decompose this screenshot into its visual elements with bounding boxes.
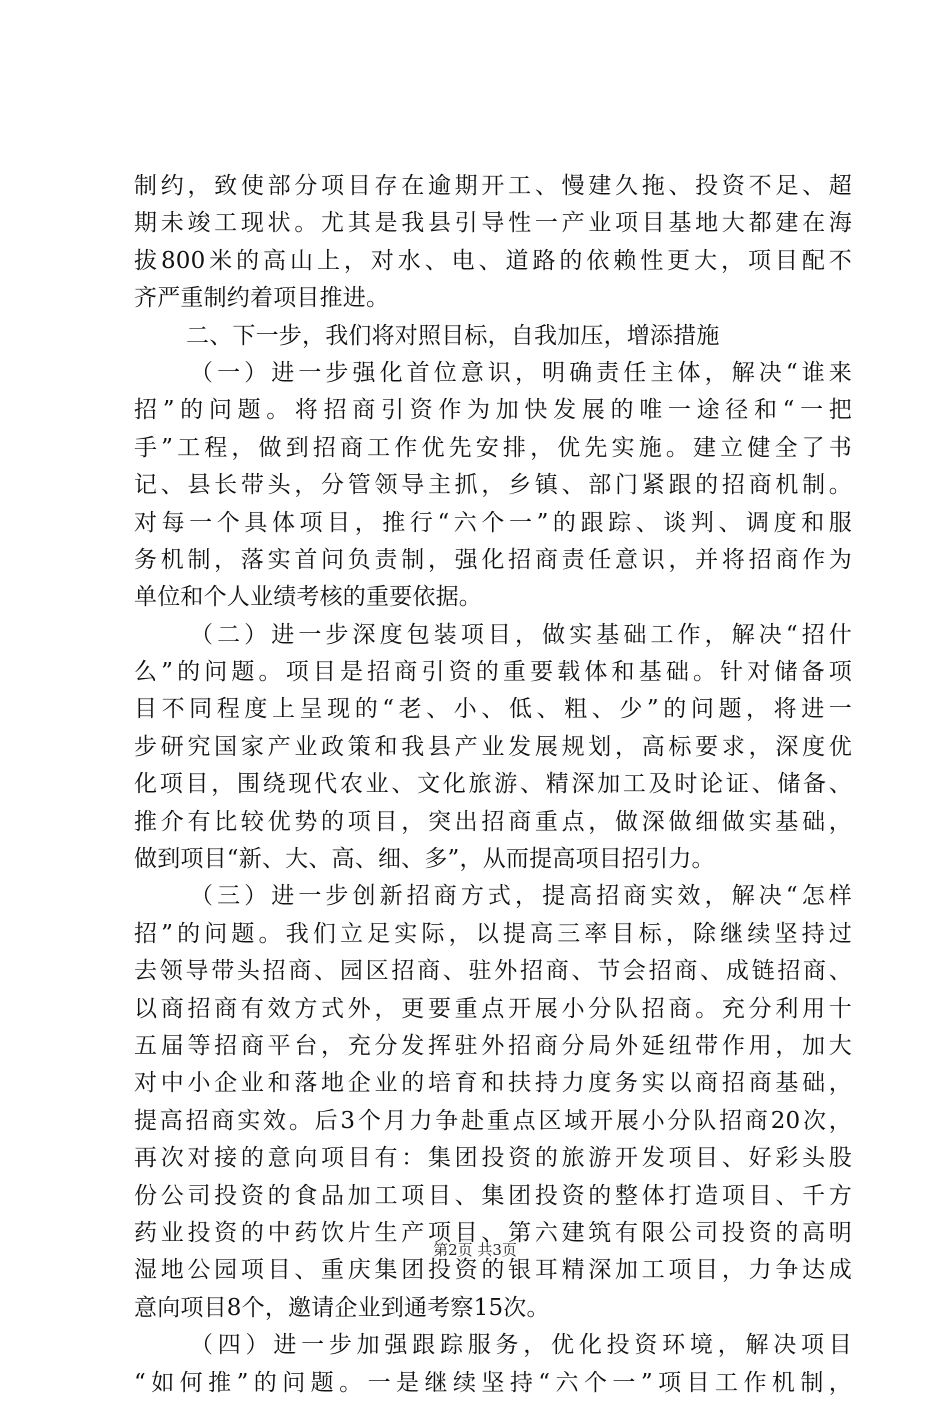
text-line: 步研究国家产业政策和我县产业发展规划，高标要求，深度优	[134, 733, 852, 760]
paragraph-item-4	[134, 1327, 852, 1402]
text-line: 再次对接的意向项目有：集团投资的旅游开发项目、好彩头股	[134, 1145, 852, 1172]
text-line: 化项目，围绕现代农业、文化旅游、精深加工及时论证、储备、	[134, 771, 852, 798]
text-line: 期未竣工现状。尤其是我县引导性一产业项目基地大都建在海	[134, 210, 852, 237]
text-line: 五届等招商平台，充分发挥驻外招商分局外延纽带作用，加大	[134, 1032, 852, 1059]
text-line: 务机制，落实首问负责制，强化招商责任意识，并将招商作为	[134, 546, 852, 573]
text-line: 份公司投资的食品加工项目、集团投资的整体打造项目、千方	[134, 1182, 852, 1209]
text-line: 药业投资的中药饮片生产项目、第六建筑有限公司投资的高明	[134, 1219, 852, 1246]
paragraph-item-1	[134, 355, 852, 617]
page-footer	[0, 1240, 950, 1260]
text-line: 单位和个人业绩考核的重要依据。	[134, 584, 482, 611]
text-line: “如何推”的问题。一是继续坚持“六个一”项目工作机制，	[134, 1369, 852, 1396]
text-line: （四）进一步加强跟踪服务，优化投资环境，解决项目	[190, 1332, 852, 1359]
text-line: 招”的问题。我们立足实际，以提高三率目标，除继续坚持过	[134, 920, 852, 947]
paragraph-item-2	[134, 617, 852, 879]
text-line: 制约，致使部分项目存在逾期开工、慢建久拖、投资不足、超	[134, 173, 852, 199]
text-line: 推介有比较优势的项目，突出招商重点，做深做细做实基础，	[134, 808, 852, 835]
text-line: 意向项目8个，邀请企业到通考察15次。	[134, 1294, 550, 1321]
text-line: （一）进一步强化首位意识，明确责任主体，解决“谁来	[190, 359, 852, 386]
page-number-label: 第2页 共3页	[433, 1241, 517, 1259]
text-line: 手”工程，做到招商工作优先安排，优先实施。建立健全了书	[134, 434, 852, 461]
text-line: 对中小企业和落地企业的培育和扶持力度务实以商招商基础，	[134, 1070, 852, 1097]
section-heading	[134, 318, 852, 355]
text-line: 做到项目“新、大、高、细、多”，从而提高项目招引力。	[134, 846, 715, 873]
text-line: 湿地公园项目、重庆集团投资的银耳精深加工项目，力争达成	[134, 1257, 852, 1284]
text-line: （二）进一步深度包装项目，做实基础工作，解决“招什	[190, 621, 852, 648]
text-line: 提高招商实效。后3个月力争赴重点区域开展小分队招商20次，	[134, 1107, 852, 1134]
text-line: 齐严重制约着项目推进。	[134, 285, 390, 312]
text-line: （三）进一步创新招商方式，提高招商实效，解决“怎样	[190, 883, 852, 910]
page-body	[134, 168, 852, 1402]
paragraph-continuation	[134, 168, 852, 318]
text-line: 去领导带头招商、园区招商、驻外招商、节会招商、成链招商、	[134, 958, 852, 985]
text-line: 招”的问题。将招商引资作为加快发展的唯一途径和“一把	[134, 397, 852, 424]
text-line: 二、下一步，我们将对照目标，自我加压，增添措施	[186, 322, 720, 349]
text-line: 么”的问题。项目是招商引资的重要载体和基础。针对储备项	[134, 659, 852, 686]
text-line: 对每一个具体项目，推行“六个一”的跟踪、谈判、调度和服	[134, 509, 852, 536]
text-line: 以商招商有效方式外，更要重点开展小分队招商。充分利用十	[134, 995, 852, 1022]
text-line: 目不同程度上呈现的“老、小、低、粗、少”的问题，将进一	[134, 696, 852, 723]
text-line: 记、县长带头，分管领导主抓，乡镇、部门紧跟的招商机制。	[134, 472, 852, 499]
text-line: 拔800米的高山上，对水、电、道路的依赖性更大，项目配不	[134, 247, 852, 274]
